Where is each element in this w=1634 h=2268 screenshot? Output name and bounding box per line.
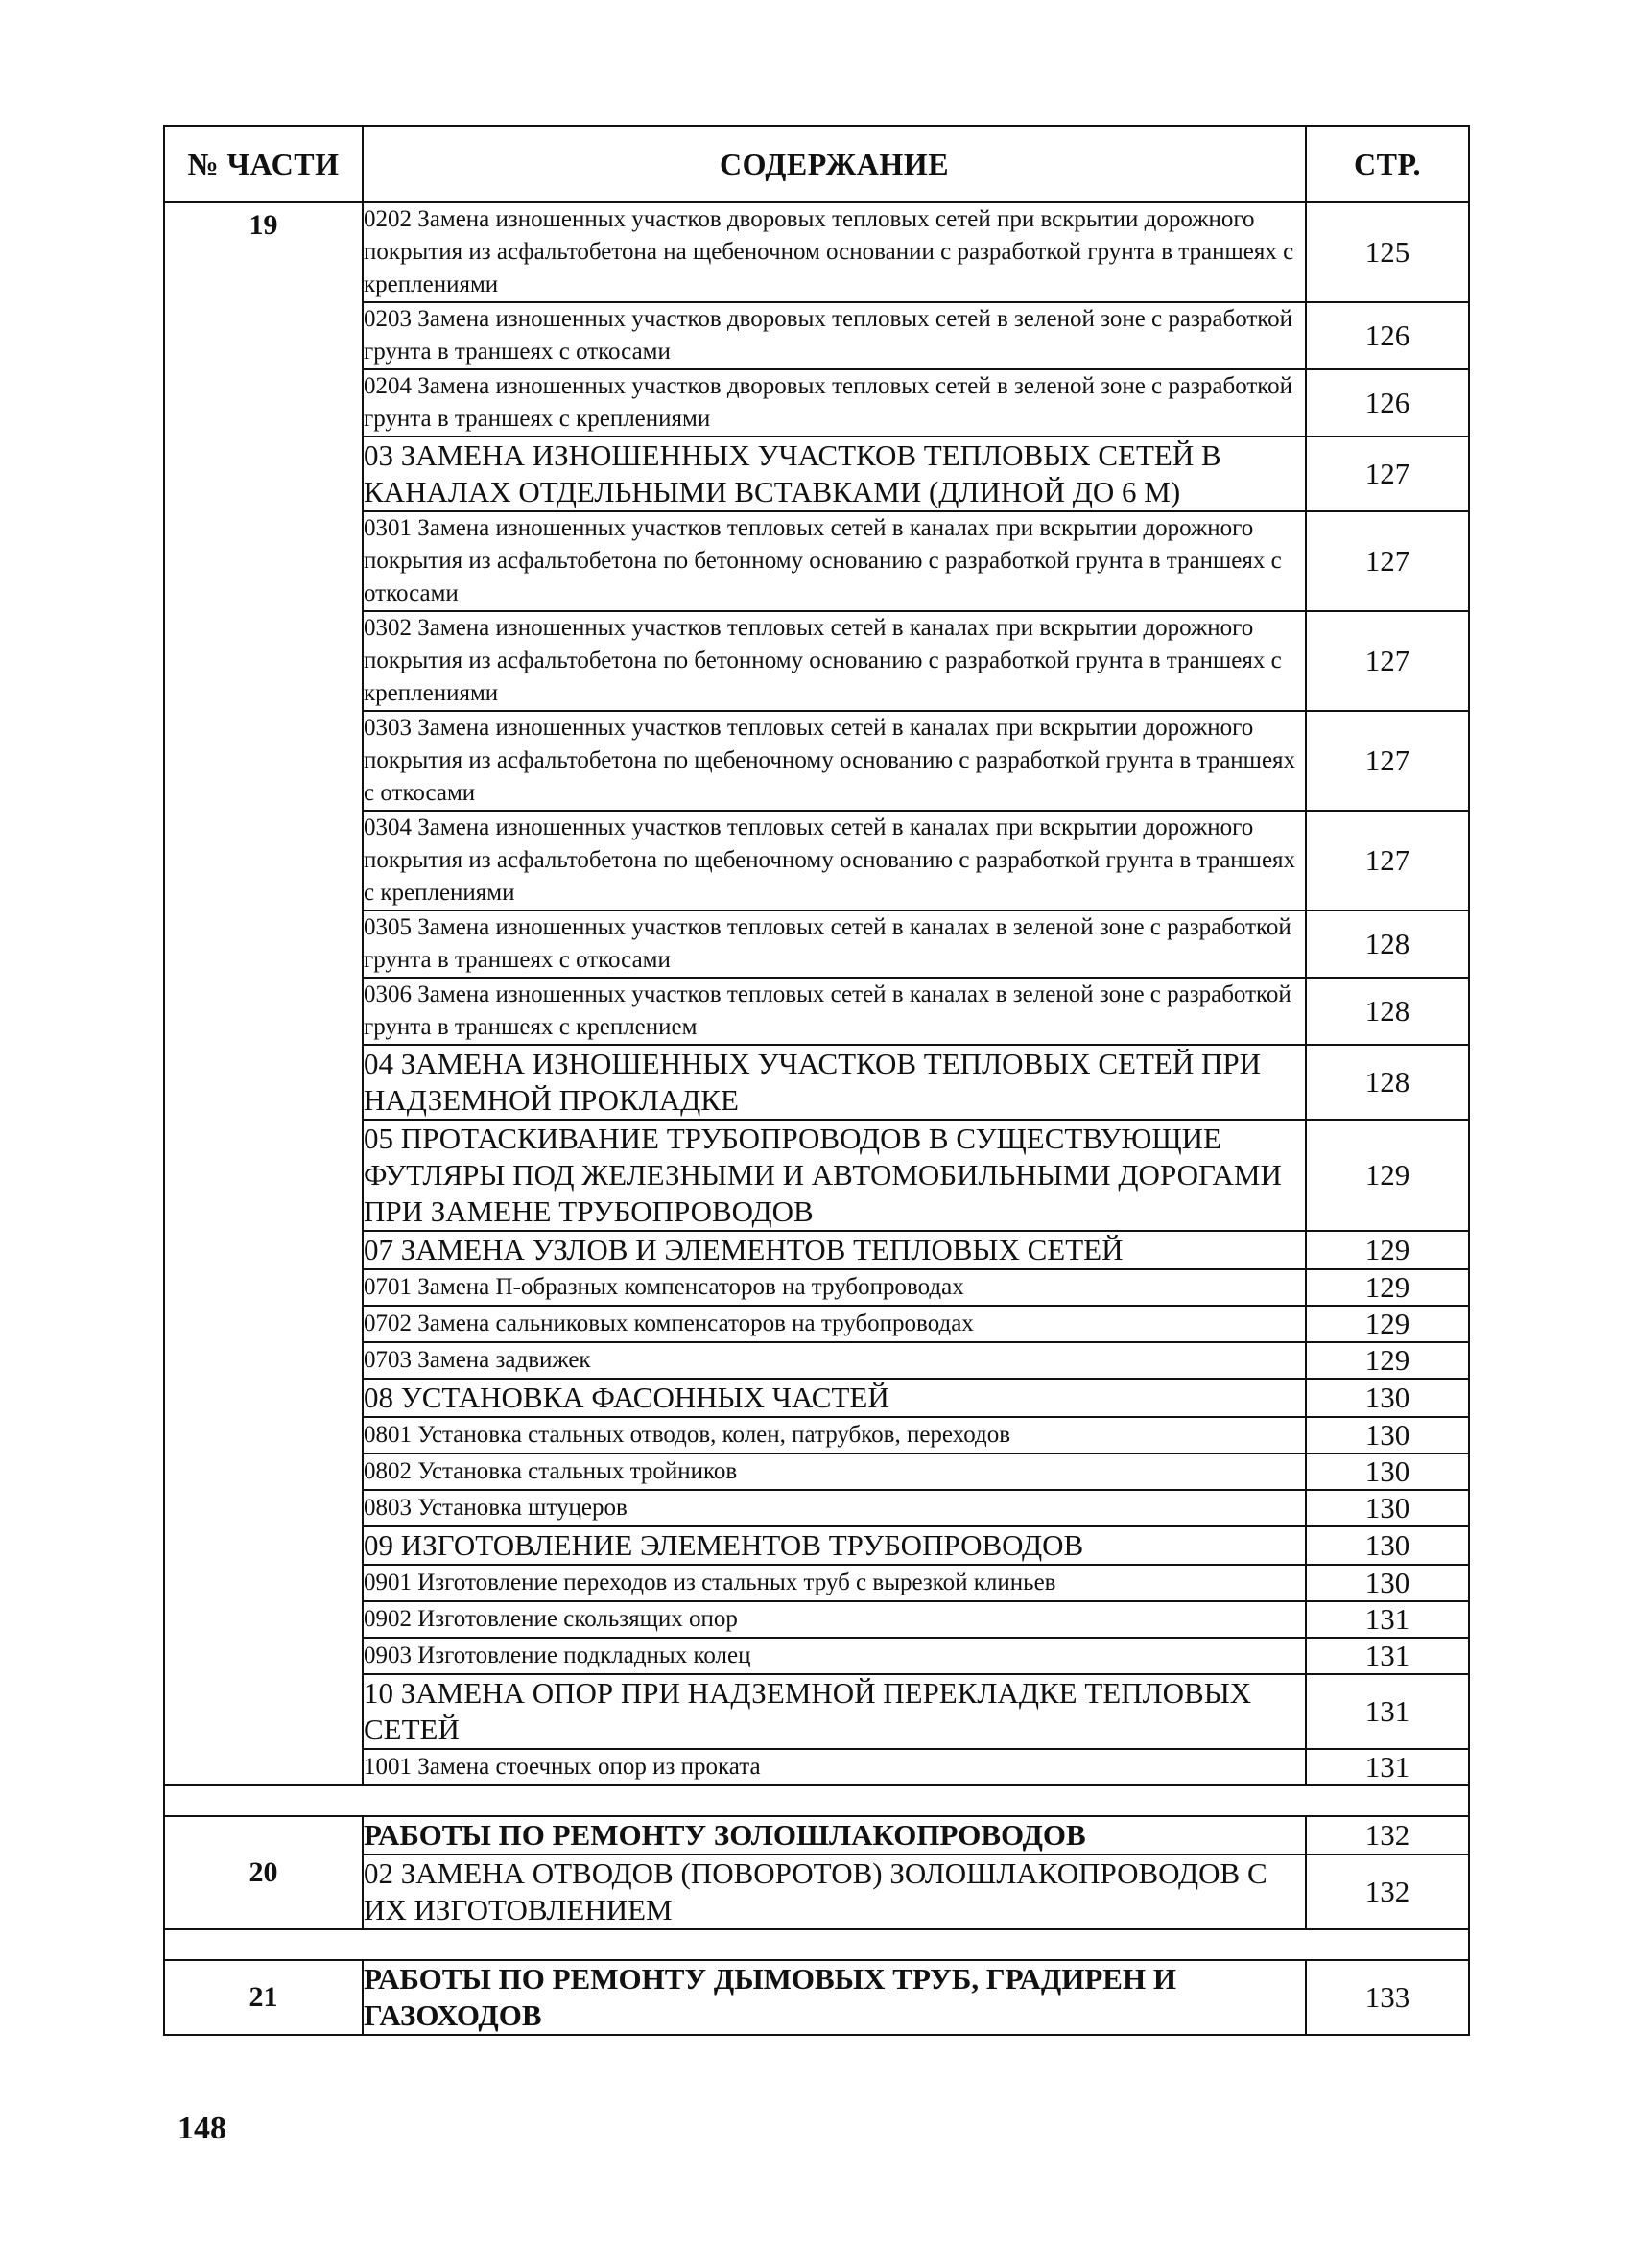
table-row — [164, 1960, 1469, 2035]
entry-title: 05 ПРОТАСКИВАНИЕ ТРУБОПРОВОДОВ В СУЩЕСТВУЮЩИЕ ФУТЛЯРЫ ПОД ЖЕЛЕЗНЫМИ И АВТОМОБИЛЬНЫМИ ДОРОГАМИ ПРИ ЗАМЕНЕ ТРУБОПРОВОДОВ — [363, 1120, 1306, 1231]
entry-title: 03 ЗАМЕНА ИЗНОШЕННЫХ УЧАСТКОВ ТЕПЛОВЫХ СЕТЕЙ В КАНАЛАХ ОТДЕЛЬНЫМИ ВСТАВКАМИ (ДЛИНОЙ ДО 6 М) — [363, 437, 1306, 511]
entry-page-number: 129 — [1306, 1306, 1469, 1342]
entry-title: 02 ЗАМЕНА ОТВОДОВ (ПОВОРОТОВ) ЗОЛОШЛАКОПРОВОДОВ С ИХ ИЗГОТОВЛЕНИЕМ — [363, 1855, 1306, 1929]
entry-page-number: 129 — [1306, 1342, 1469, 1379]
entry-title: 0306 Замена изношенных участков тепловых сетей в каналах в зеленой зоне с разработкой грунта в траншеях с креплением — [363, 978, 1306, 1045]
header-page: СТР. — [1306, 126, 1469, 202]
table-row — [164, 202, 1469, 302]
entry-title: 09 ИЗГОТОВЛЕНИЕ ЭЛЕМЕНТОВ ТРУБОПРОВОДОВ — [363, 1526, 1306, 1565]
entry-title: 0901 Изготовление переходов из стальных труб с вырезкой клиньев — [363, 1565, 1306, 1601]
header-part: № ЧАСТИ — [164, 126, 363, 202]
entry-page-number: 128 — [1306, 1045, 1469, 1120]
entry-page-number: 127 — [1306, 437, 1469, 511]
entry-page-number: 129 — [1306, 1269, 1469, 1306]
entry-title: 0203 Замена изношенных участков дворовых тепловых сетей в зеленой зоне с разработкой грунта в траншеях с откосами — [363, 302, 1306, 369]
entry-page-number: 128 — [1306, 978, 1469, 1045]
entry-page-number: 126 — [1306, 369, 1469, 437]
entry-page-number: 133 — [1306, 1960, 1469, 2035]
entry-page-number: 127 — [1306, 511, 1469, 611]
table-row — [164, 1816, 1469, 1855]
entry-title: РАБОТЫ ПО РЕМОНТУ ДЫМОВЫХ ТРУБ, ГРАДИРЕН И ГАЗОХОДОВ — [363, 1960, 1306, 2035]
entry-page-number: 132 — [1306, 1855, 1469, 1929]
contents-table — [163, 125, 1470, 2036]
entry-title: 0702 Замена сальниковых компенсаторов на трубопроводах — [363, 1306, 1306, 1342]
entry-page-number: 130 — [1306, 1565, 1469, 1601]
entry-title: 04 ЗАМЕНА ИЗНОШЕННЫХ УЧАСТКОВ ТЕПЛОВЫХ СЕТЕЙ ПРИ НАДЗЕМНОЙ ПРОКЛАДКЕ — [363, 1045, 1306, 1120]
entry-title: 0801 Установка стальных отводов, колен, патрубков, переходов — [363, 1417, 1306, 1453]
entry-title: 0703 Замена задвижек — [363, 1342, 1306, 1379]
entry-page-number: 130 — [1306, 1379, 1469, 1417]
contents-body — [164, 202, 1469, 2035]
entry-title: 0301 Замена изношенных участков тепловых сетей в каналах при вскрытии дорожного покрытия из асфальтобетона по бетонному основанию с разработкой грунта в траншеях с откосами — [363, 511, 1306, 611]
entry-page-number: 127 — [1306, 711, 1469, 811]
entry-page-number: 130 — [1306, 1526, 1469, 1565]
entry-page-number: 131 — [1306, 1674, 1469, 1749]
entry-title: 08 УСТАНОВКА ФАСОННЫХ ЧАСТЕЙ — [363, 1379, 1306, 1417]
entry-page-number: 127 — [1306, 811, 1469, 910]
entry-page-number: 128 — [1306, 910, 1469, 978]
entry-title: 0304 Замена изношенных участков тепловых сетей в каналах при вскрытии дорожного покрытия из асфальтобетона по щебеночному основанию с разработкой грунта в траншеях с креплениями — [363, 811, 1306, 910]
entry-title: 0303 Замена изношенных участков тепловых сетей в каналах при вскрытии дорожного покрытия из асфальтобетона по щебеночному основанию с разработкой грунта в траншеях с откосами — [363, 711, 1306, 811]
entry-page-number: 129 — [1306, 1231, 1469, 1269]
entry-title: 0902 Изготовление скользящих опор — [363, 1601, 1306, 1638]
entry-title: 0204 Замена изношенных участков дворовых тепловых сетей в зеленой зоне с разработкой грунта в траншеях с креплениями — [363, 369, 1306, 437]
entry-page-number: 127 — [1306, 611, 1469, 711]
entry-title: 0802 Установка стальных тройников — [363, 1453, 1306, 1490]
entry-title: 0302 Замена изношенных участков тепловых сетей в каналах при вскрытии дорожного покрытия из асфальтобетона по бетонному основанию с разработкой грунта в траншеях с креплениями — [363, 611, 1306, 711]
entry-page-number: 131 — [1306, 1601, 1469, 1638]
entry-page-number: 130 — [1306, 1490, 1469, 1526]
page-number: 148 — [178, 2111, 226, 2146]
part-number: 21 — [164, 1960, 363, 2035]
section-spacer — [164, 1785, 1469, 1816]
entry-title: 1001 Замена стоечных опор из проката — [363, 1749, 1306, 1785]
entry-title: 0305 Замена изношенных участков тепловых сетей в каналах в зеленой зоне с разработкой грунта в траншеях с откосами — [363, 910, 1306, 978]
entry-title: 0803 Установка штуцеров — [363, 1490, 1306, 1526]
entry-page-number: 129 — [1306, 1120, 1469, 1231]
entry-page-number: 125 — [1306, 202, 1469, 302]
entry-title: 0701 Замена П-образных компенсаторов на трубопроводах — [363, 1269, 1306, 1306]
entry-title: 10 ЗАМЕНА ОПОР ПРИ НАДЗЕМНОЙ ПЕРЕКЛАДКЕ ТЕПЛОВЫХ СЕТЕЙ — [363, 1674, 1306, 1749]
table-header-row — [164, 126, 1469, 202]
entry-title: 0903 Изготовление подкладных колец — [363, 1638, 1306, 1674]
section-spacer — [164, 1929, 1469, 1960]
part-number: 19 — [164, 202, 363, 1785]
entry-page-number: 131 — [1306, 1638, 1469, 1674]
entry-page-number: 130 — [1306, 1417, 1469, 1453]
entry-page-number: 126 — [1306, 302, 1469, 369]
entry-title: 0202 Замена изношенных участков дворовых тепловых сетей при вскрытии дорожного покрытия из асфальтобетона на щебеночном основании с разработкой грунта в траншеях с креплениями — [363, 202, 1306, 302]
header-content: СОДЕРЖАНИЕ — [363, 126, 1306, 202]
entry-page-number: 130 — [1306, 1453, 1469, 1490]
spacer-cell — [164, 1785, 1469, 1816]
entry-title: РАБОТЫ ПО РЕМОНТУ ЗОЛОШЛАКОПРОВОДОВ — [363, 1816, 1306, 1855]
entry-page-number: 131 — [1306, 1749, 1469, 1785]
part-number: 20 — [164, 1816, 363, 1929]
entry-title: 07 ЗАМЕНА УЗЛОВ И ЭЛЕМЕНТОВ ТЕПЛОВЫХ СЕТЕЙ — [363, 1231, 1306, 1269]
spacer-cell — [164, 1929, 1469, 1960]
entry-page-number: 132 — [1306, 1816, 1469, 1855]
